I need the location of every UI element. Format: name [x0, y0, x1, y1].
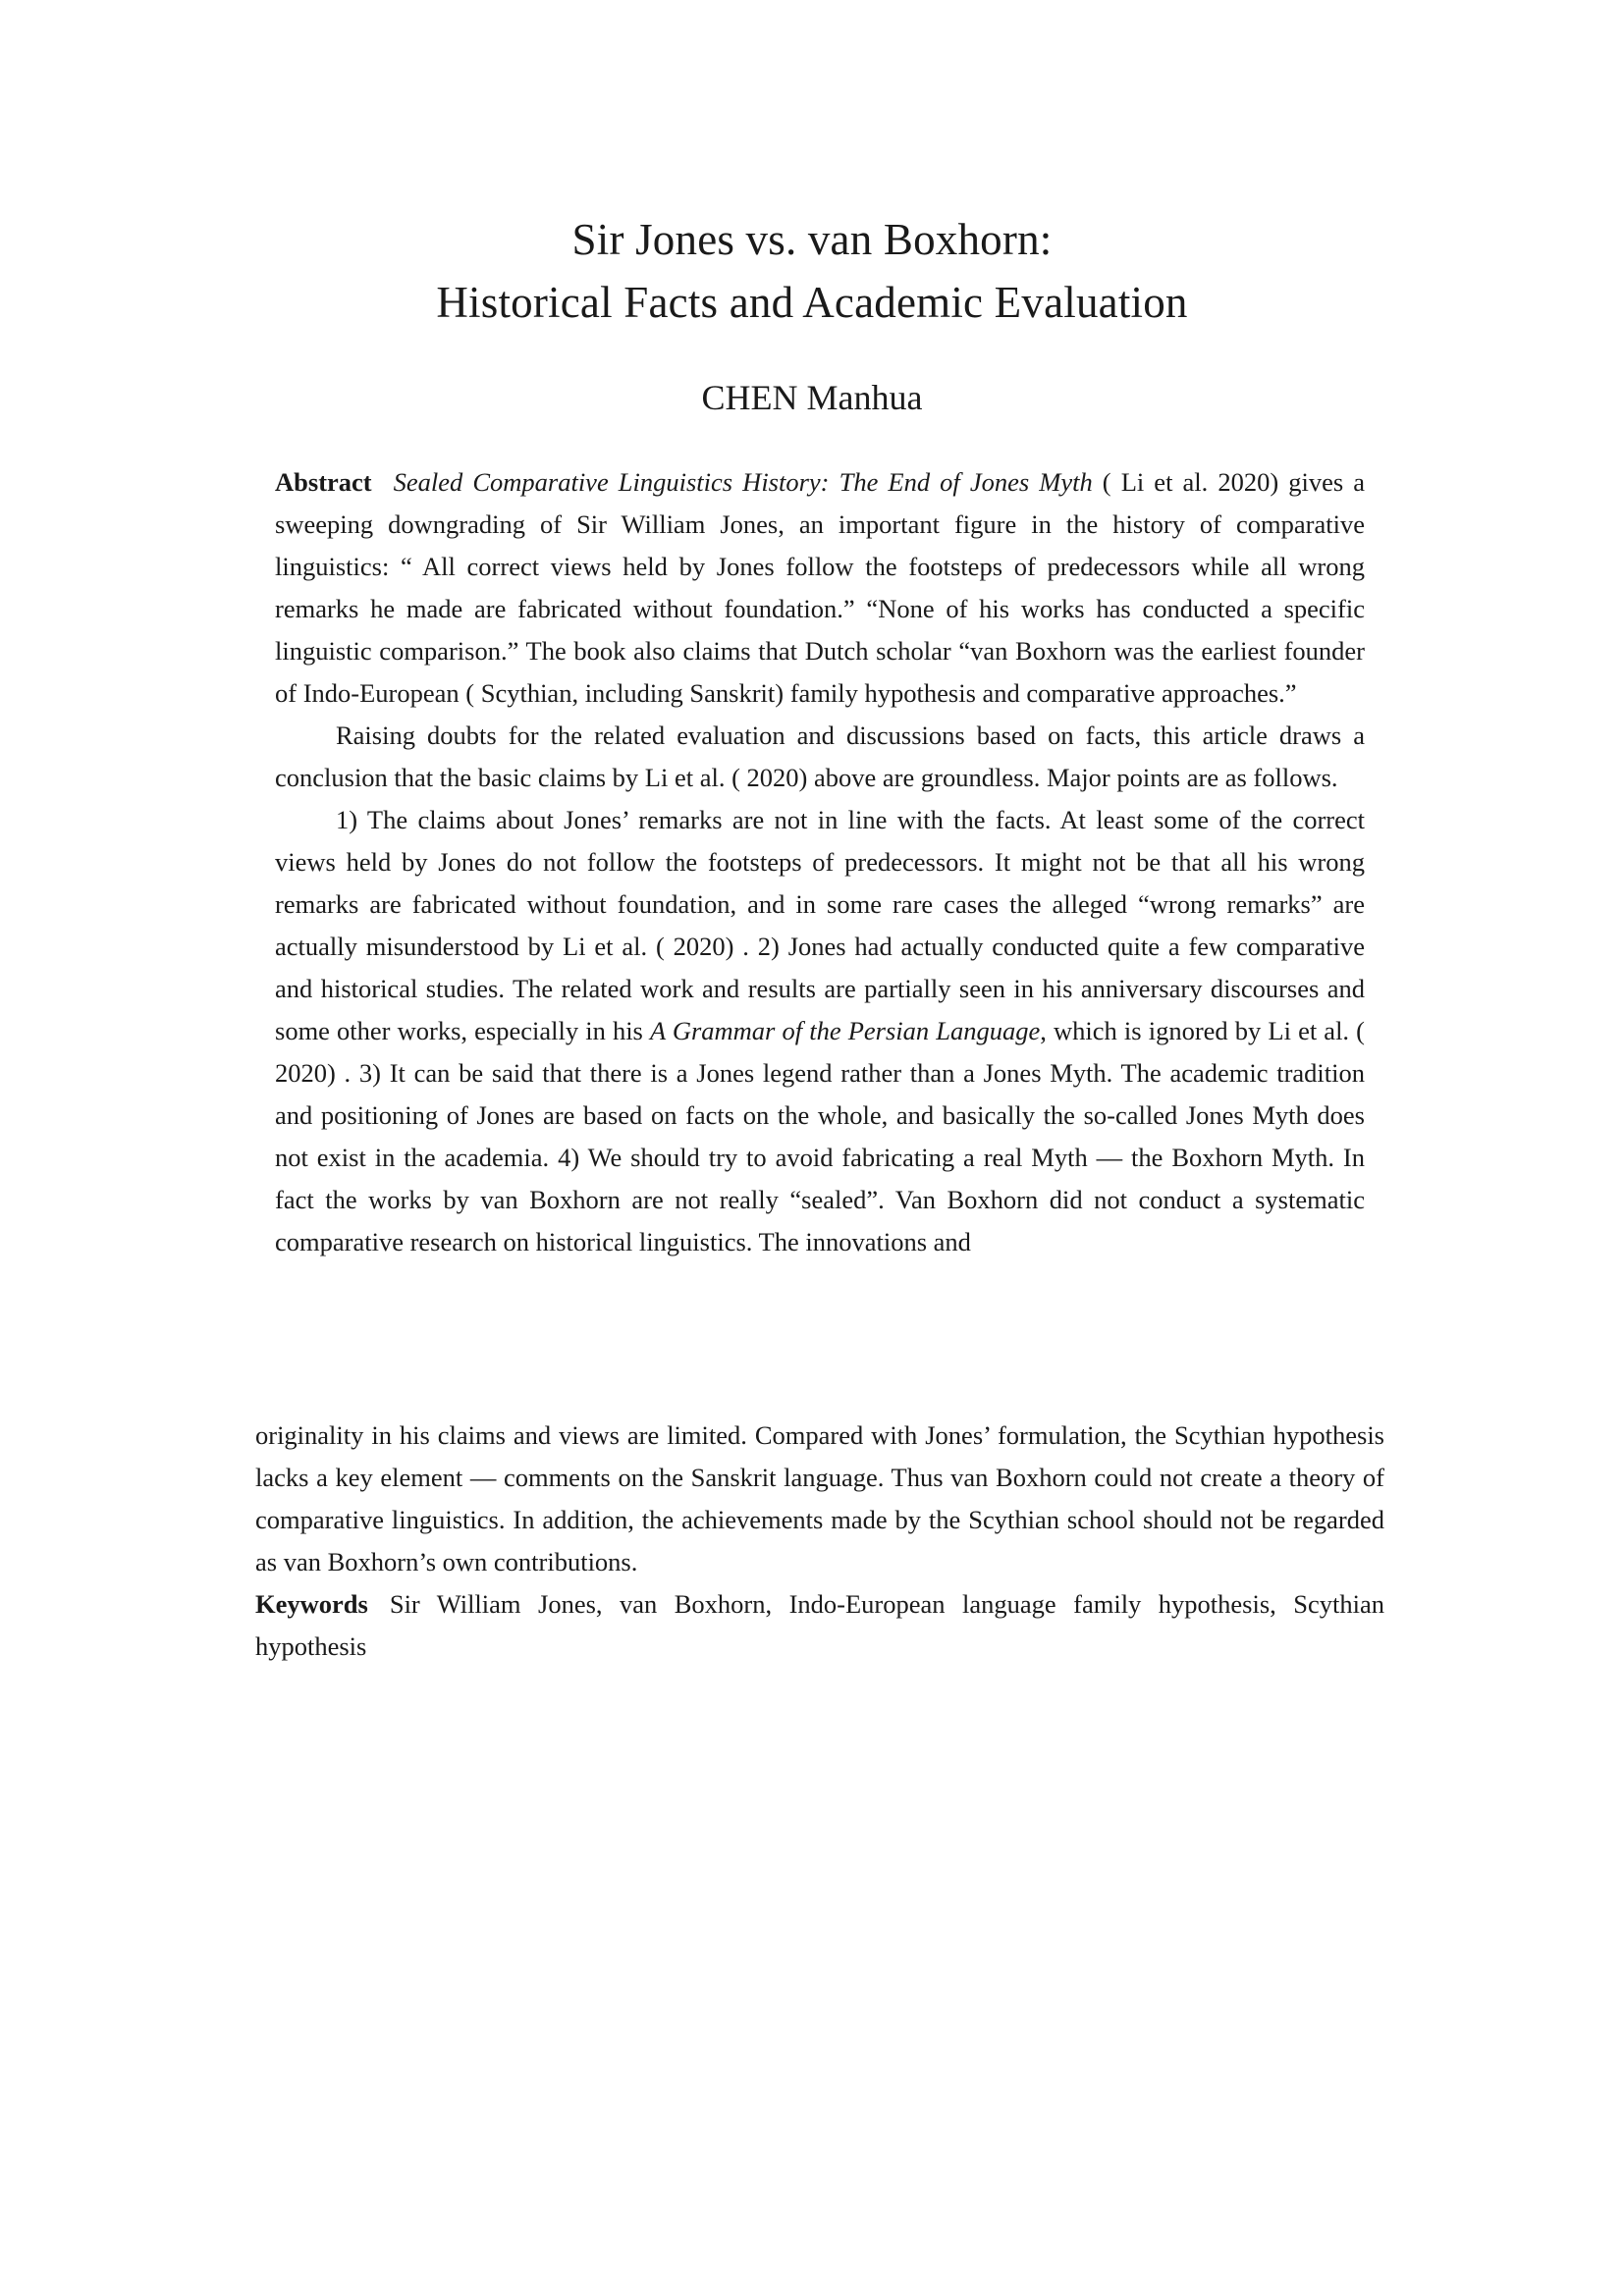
- abstract-paragraph-2: Raising doubts for the related evaluation and discussions based on facts, this article draws a conclusion that the basic claims by Li et al. ( 2020) above are groundless. Major points are as follows.: [275, 721, 1365, 792]
- abstract-paragraph-4: originality in his claims and views are limited. Compared with Jones’ formulation, the Scythian hypothesis lacks a key element — comments on the Sanskrit language. Thus van Boxhorn could not create a theory of comparative linguistics. In addition, the achievements made by the Scythian school should not be regarded as van Boxhorn’s own contributions.: [255, 1420, 1384, 1576]
- keywords-label: Keywords: [255, 1589, 368, 1619]
- keywords-text: Sir William Jones, van Boxhorn, Indo-European language family hypothesis, Scythian hypothesis: [255, 1589, 1384, 1661]
- abstract-paragraph-1-text: ( Li et al. 2020) gives a sweeping downgrading of Sir William Jones, an important figure in the history of comparative linguistics: “ All correct views held by Jones follow the footsteps of predecessors while all wrong remarks he made are fabricated without foundation.” “None of his works has conducted a specific linguistic comparison.” The book also claims that Dutch scholar “van Boxhorn was the earliest founder of Indo-European ( Scythian, including Sanskrit) family hypothesis and comparative approaches.”: [275, 467, 1366, 708]
- abstract-paragraph-3: [275, 799, 1365, 1263]
- keywords-paragraph: [255, 1583, 1384, 1668]
- cited-book-title: Sealed Comparative Linguistics History: The End of Jones Myth: [393, 467, 1093, 497]
- abstract-paragraph-1: [275, 461, 1365, 715]
- abstract-paragraph-3-text-b: , which is ignored by Li et al. ( 2020) . 3) It can be said that there is a Jones legend rather than a Jones Myth. The academic tradition and positioning of Jones are based on facts on the whole, and basically the so-called Jones Myth does not exist in the academia. 4) We should try to avoid fabricating a real Myth — the Boxhorn Myth. In fact the works by van Boxhorn are not really “sealed”. Van Boxhorn did not conduct a systematic comparative research on historical linguistics. The innovations and: [275, 1016, 1366, 1256]
- author-name: CHEN Manhua: [701, 378, 923, 417]
- abstract-paragraph-3-text-a: 1) The claims about Jones’ remarks are not in line with the facts. At least some of the correct views held by Jones do not follow the footsteps of predecessors. It might not be that all his wrong remarks are fabricated without foundation, and in some rare cases the alleged “wrong remarks” are actually misunderstood by Li et al. ( 2020) . 2) Jones had actually conducted quite a few comparative and historical studies. The related work and results are partially seen in his anniversary discourses and some other works, especially in his: [275, 805, 1365, 1045]
- abstract-section: [275, 461, 1365, 1263]
- abstract-continued-section: [255, 1415, 1384, 1668]
- paper-title: [0, 208, 1624, 334]
- title-line-2: Historical Facts and Academic Evaluation: [436, 278, 1188, 327]
- abstract-label: Abstract: [275, 467, 372, 497]
- title-line-1: Sir Jones vs. van Boxhorn:: [571, 215, 1053, 264]
- cited-grammar-title: A Grammar of the Persian Language: [650, 1016, 1041, 1045]
